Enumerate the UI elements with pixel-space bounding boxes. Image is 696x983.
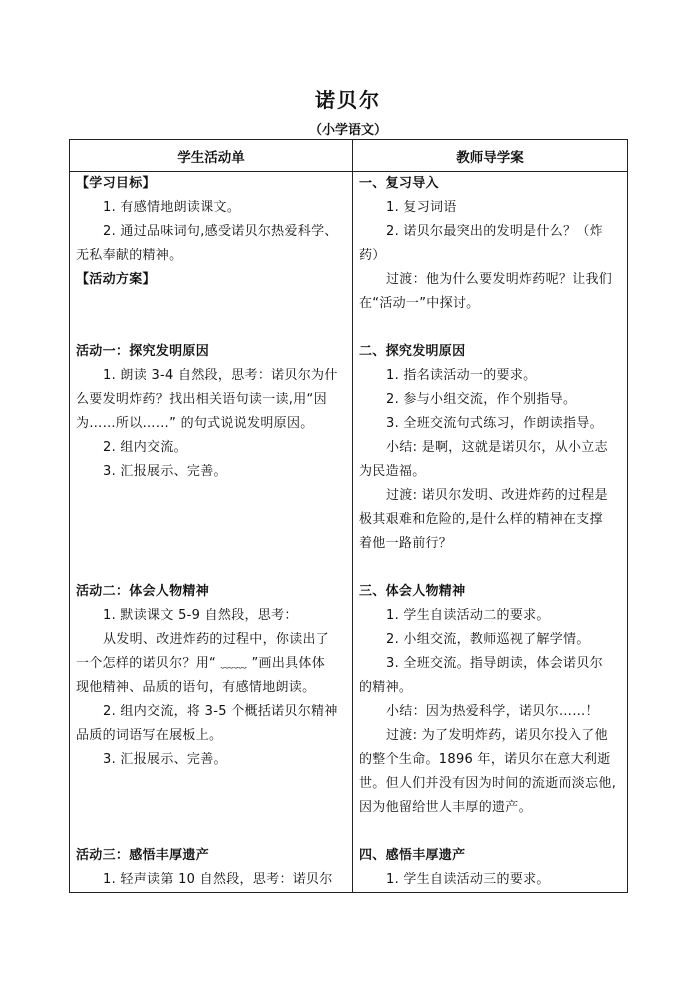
- activity-1-step-1: 1. 朗读 3-4 自然段，思考：诺贝尔为什: [103, 368, 338, 383]
- document-title: 诺贝尔: [315, 88, 381, 112]
- section-3-item-3: 3. 全班交流。指导朗读，体会诺贝尔: [386, 656, 603, 671]
- goal-title: 【学习目标】: [76, 176, 156, 191]
- section-2-item-1: 1. 指名读活动一的要求。: [386, 368, 537, 383]
- activity-2-step-1-cont2: 一个怎样的诺贝尔？用“ ﹏﹏ ”画出具体体: [76, 656, 326, 671]
- section-4-item-1: 1. 学生自读活动三的要求。: [386, 872, 550, 887]
- plan-title: 【活动方案】: [76, 272, 156, 287]
- goal-item-2-cont: 无私奉献的精神。: [76, 248, 183, 263]
- section-4-title: 四、感悟丰厚遗产: [359, 848, 466, 863]
- student-activity-cell: [70, 172, 353, 893]
- header-student-activity: 学生活动单: [70, 140, 353, 172]
- section-3-transition-cont2: 世。但人们并没有因为时间的流逝而淡忘他,: [359, 776, 617, 791]
- section-1-item-2-cont: 药）: [359, 248, 386, 263]
- section-2-title: 二、探究发明原因: [359, 344, 466, 359]
- goal-item-2: 2. 通过品味词句,感受诺贝尔热爱科学、: [103, 224, 338, 239]
- section-3-item-1: 1. 学生自读活动二的要求。: [386, 608, 550, 623]
- section-2-item-2: 2. 参与小组交流，作个别指导。: [386, 392, 577, 407]
- activity-3-title: 活动三：感悟丰厚遗产: [76, 848, 210, 863]
- activity-1-step-1-cont: 么要发明炸药？找出相关语句读一读,用“因: [76, 392, 327, 407]
- activity-1-step-2: 2. 组内交流。: [103, 440, 187, 455]
- table-body-row: [70, 172, 628, 893]
- section-2-transition-cont: 极其艰难和危险的,是什么样的精神在支撑: [359, 512, 603, 527]
- activity-1-title: 活动一：探究发明原因: [76, 344, 210, 359]
- lesson-table: [69, 139, 628, 893]
- activity-3-step-1: 1. 轻声读第 10 自然段，思考：诺贝尔: [103, 872, 333, 887]
- section-1-item-1: 1. 复习词语: [386, 200, 457, 215]
- activity-2-title: 活动二：体会人物精神: [76, 584, 210, 599]
- section-3-transition-cont: 的整个生命。1896 年，诺贝尔在意大利逝: [359, 752, 611, 767]
- activity-2-step-2-cont: 品质的词语写在展板上。: [76, 728, 223, 743]
- section-3-summary: 小结：因为热爱科学，诺贝尔……！: [386, 704, 599, 719]
- goal-item-1: 1. 有感情地朗读课文。: [103, 200, 241, 215]
- activity-2-step-1-cont: 从发明、改进炸药的过程中，你读出了: [103, 632, 330, 647]
- section-1-title: 一、复习导入: [359, 176, 439, 191]
- section-2-item-3: 3. 全班交流句式练习，作朗读指导。: [386, 416, 603, 431]
- section-3-title: 三、体会人物精神: [359, 584, 466, 599]
- activity-2-step-3: 3. 汇报展示、完善。: [103, 752, 227, 767]
- section-1-transition-cont: 在“活动一”中探讨。: [359, 296, 480, 311]
- header-teacher-guide: 教师导学案: [353, 140, 628, 172]
- activity-1-step-1-cont2: 为……所以……” 的句式说说发明原因。: [76, 416, 314, 431]
- section-3-transition-cont3: 因为他留给世人丰厚的遗产。: [359, 800, 532, 815]
- section-3-item-3-cont: 的精神。: [359, 680, 413, 695]
- activity-2-step-2: 2. 组内交流，将 3-5 个概括诺贝尔精神: [103, 704, 338, 719]
- section-1-transition: 过渡：他为什么要发明炸药呢？让我们: [386, 272, 613, 287]
- activity-1-step-3: 3. 汇报展示、完善。: [103, 464, 227, 479]
- activity-2-step-1-cont3: 现他精神、品质的语句，有感情地朗读。: [76, 680, 316, 695]
- section-2-summary: 小结: 是啊，这就是诺贝尔，从小立志: [386, 440, 608, 455]
- section-1-item-2: 2. 诺贝尔最突出的发明是什么？（炸: [386, 224, 603, 239]
- section-3-item-2: 2. 小组交流，教师巡视了解学情。: [386, 632, 590, 647]
- section-3-transition: 过渡: 为了发明炸药，诺贝尔投入了他: [386, 728, 608, 743]
- table-header-row: [70, 140, 628, 172]
- section-2-transition: 过渡: 诺贝尔发明、改进炸药的过程是: [386, 488, 608, 503]
- section-2-transition-cont2: 着他一路前行？: [359, 536, 453, 551]
- teacher-guide-cell: [353, 172, 628, 893]
- activity-2-step-1: 1. 默读课文 5-9 自然段，思考：: [103, 608, 298, 623]
- section-2-summary-cont: 为民造福。: [359, 464, 426, 479]
- document-subtitle: （小学语文）: [308, 123, 387, 138]
